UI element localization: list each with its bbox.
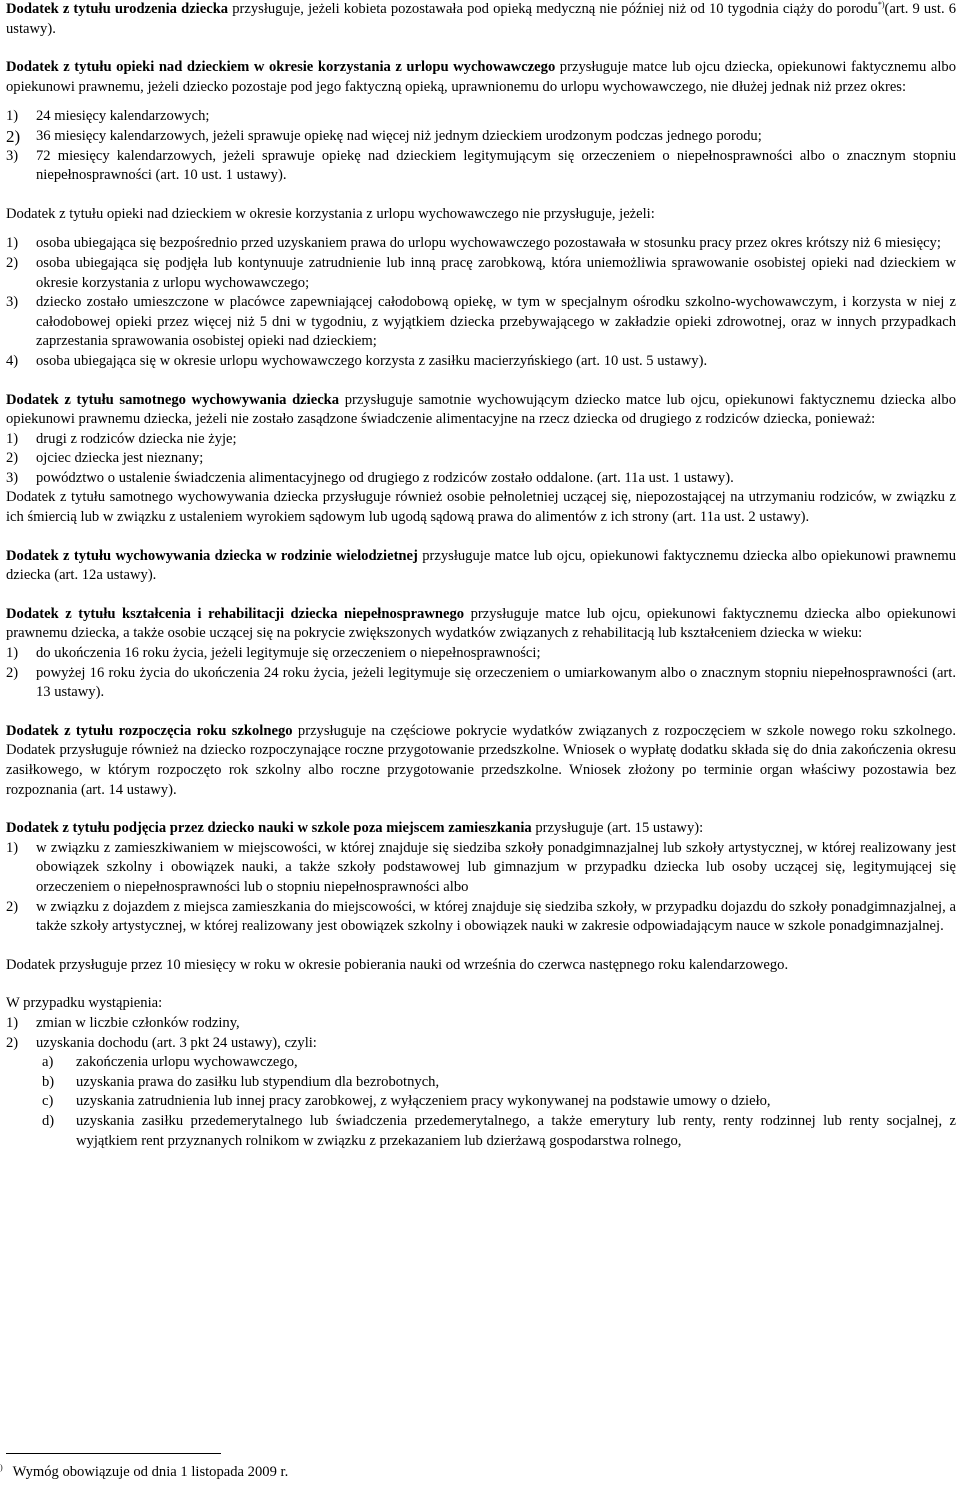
paragraph-school-year-allowance: Dodatek z tytułu rozpoczęcia roku szkolnego przysługuje na częściowe pokrycie wydatków związanych z rozpoczęciem w szkole nowego roku szkolnego. Dodatek przysługuje również na dziecko rozpoczynające roczne przygotowanie przedszkolne. Wniosek o wypłatę dodatku składa się do dnia zakończenia okresu zasiłkowego, w którym rozpoczęto rok szkolny albo roczne przygotowanie przedszkolne. Wniosek złożony po terminie organ właściwy pozostawia bez rozpoznania (art. 14 ustawy). [6,722,956,798]
heading-single-parent-allowance: Dodatek z tytułu samotnego wychowywania dziecka [6,391,340,408]
sub-list-item: b) uzyskania prawa do zasiłku lub stypendium dla bezrobotnych, [42,1073,440,1090]
sub-list-item: c) uzyskania zatrudnienia lub innej pracy zarobkowej, z wyłączeniem pracy wykonywanej na podstawie umowy o dzieło, [42,1093,771,1110]
list-item: 1) zmian w liczbie członków rodziny, [6,1014,240,1031]
footnote [0,1463,288,1483]
list-item: 1) 24 miesięcy kalendarzowych; [6,108,210,125]
list-item: 4) osoba ubiegająca się w okresie urlopu wychowawczego korzysta z zasiłku macierzyńskiego (art. 10 ust. 5 ustawy). [6,352,708,369]
list-item: 2) 36 miesięcy kalendarzowych, jeżeli sprawuje opiekę nad więcej niż jednym dzieckiem urodzonym podczas jednego porodu; [6,126,762,146]
paragraph-exclusions: Dodatek z tytułu opieki nad dzieckiem w okresie korzystania z urlopu wychowawczego nie przysługuje, jeżeli: [6,205,655,222]
list-item: 3) powództwo o ustalenie świadczenia alimentacyjnego od drugiego z rodziców zostało oddalone. (art. 11a ust. 1 ustawy). [6,469,734,486]
paragraph-single-parent-allowance: Dodatek z tytułu samotnego wychowywania dziecka przysługuje samotnie wychowującym dziecko matce lub ojcu, opiekunowi faktycznemu dziecka albo opiekunowi prawnemu dziecka, jeżeli nie zostało zasądzone świadczenie alimentacyjne na rzecz dziecka od drugiego z rodziców dziecka, ponieważ: [6,391,956,428]
paragraph-parental-leave-allowance: Dodatek z tytułu opieki nad dzieckiem w okresie korzystania z urlopu wychowawczego przysługuje matce lub ojcu dziecka, opiekunowi faktycznemu albo opiekunowi prawnemu, jeżeli dziecko pozostaje pod jego faktyczną opieką, uprawnionemu do urlopu wychowawczego, nie dłużej jednak niż przez okres: [6,59,956,95]
list-item: 1) osoba ubiegająca się bezpośrednio przed uzyskaniem prawa do urlopu wychowawczego pozostawała w stosunku pracy przez okres krótszy niż 6 miesięcy; [6,235,941,252]
footnote-text: Wymóg obowiązuje od dnia 1 listopada 2009 r. [12,1464,289,1480]
paragraph-disabled-child-allowance: Dodatek z tytułu kształcenia i rehabilitacji dziecka niepełnosprawnego przysługuje matce lub ojcu, opiekunowi faktycznemu dziecka albo opiekunowi prawnemu dziecka, a także osobie uczącej się na pokrycie zwiększonych wydatków związanych z rehabilitacją lub kształceniem dziecka w wieku: [6,605,956,642]
paragraph-birth-allowance: Dodatek z tytułu urodzenia dziecka przysługuje, jeżeli kobieta pozostawała pod opieką medyczną nie później niż od 10 tygodnia ciąży do porodu*)(art. 9 ust. 6 ustawy). [6,0,957,37]
list-item: 2) w związku z dojazdem z miejsca zamieszkania do miejscowości, w której znajduje się siedziba szkoły, w przypadku dojazdu do szkoły ponadgimnazjalnej, a także szkoły artystycznej, w której realizowany jest obowiązek szkolny i obowiązek nauki w zakresie odpowiadającym nauce w szkole ponadgimnazjalnej. [6,898,956,935]
heading-birth-allowance: Dodatek z tytułu urodzenia dziecka [6,1,229,17]
heading-school-year-allowance: Dodatek z tytułu rozpoczęcia roku szkolnego [6,722,293,739]
heading-remote-school-allowance: Dodatek z tytułu podjęcia przez dziecko nauki w szkole poza miejscem zamieszkania [6,820,532,837]
paragraph-single-parent-adult: Dodatek z tytułu samotnego wychowywania dziecka przysługuje również osobie pełnoletniej uczącej się, niepozostającej na utrzymaniu rodziców, w związku z ich śmiercią lub w związku z ustaleniem wyrokiem sądowym lub ugodą sądową prawa do alimentów z ich strony (art. 11a ust. 2 ustawy). [6,489,956,526]
paragraph-ten-months: Dodatek przysługuje przez 10 miesięcy w roku w okresie pobierania nauki od września do czerwca następnego roku kalendarzowego. [6,956,789,973]
list-item: 3) 72 miesięcy kalendarzowych, jeżeli sprawuje opiekę nad dzieckiem legitymującym się orzeczeniem o niepełnosprawności albo o znacznym stopniu niepełnosprawności (art. 10 ust. 1 ustawy). [6,147,956,184]
footnote-mark: ) [0,1463,3,1473]
list-item: 2) osoba ubiegająca się podjęła lub kontynuuje zatrudnienie lub inną pracę zarobkową, która uniemożliwia sprawowanie osobistej opieki nad dzieckiem w okresie korzystania z urlopu wychowawczego; [6,254,956,291]
list-item: 1) do ukończenia 16 roku życia, jeżeli legitymuje się orzeczeniem o niepełnosprawności; [6,645,541,662]
footnote-divider [6,1453,221,1454]
heading-disabled-child-allowance: Dodatek z tytułu kształcenia i rehabilitacji dziecka niepełnosprawnego [6,605,465,622]
list-item: 2) uzyskania dochodu (art. 3 pkt 24 ustawy), czyli: [6,1034,317,1051]
list-item: 3) dziecko zostało umieszczone w placówce zapewniającej całodobową opiekę, w tym w specjalnym ośrodku szkolno-wychowawczym, i korzysta w niej z całodobowej opieki przez więcej niż 5 dni w tygodniu, z wyjątkiem dziecka przebywającego w zakładzie opieki zdrowotnej, oraz w innych przypadkach zaprzestania sprawowania osobistej opieki nad dzieckiem; [6,294,956,350]
heading-parental-leave-allowance: Dodatek z tytułu opieki nad dzieckiem w okresie korzystania z urlopu wychowawczego [6,59,556,76]
list-item: 2) ojciec dziecka jest nieznany; [6,450,204,467]
document-page [6,0,956,1151]
paragraph-large-family-allowance: Dodatek z tytułu wychowywania dziecka w rodzinie wielodzietnej przysługuje matce lub ojcu, opiekunowi faktycznemu dziecka albo opiekunowi prawnemu dziecka (art. 12a ustawy). [6,547,956,584]
list-item: 2) powyżej 16 roku życia do ukończenia 24 roku życia, jeżeli legitymuje się orzeczeniem o umiarkowanym albo o znacznym stopniu niepełnosprawności (art. 13 ustawy). [6,664,956,701]
sub-list-item: d) uzyskania zasiłku przedemerytalnego lub świadczenia przedemerytalnego, a także emerytury lub renty, renty rodzinnej lub renty socjalnej, z wyjątkiem rent przyznanych rolnikom w związku z przekazaniem lub dzierżawą gospodarstwa rolnego, [42,1112,956,1149]
paragraph-remote-school-allowance: Dodatek z tytułu podjęcia przez dziecko nauki w szkole poza miejscem zamieszkania przysługuje (art. 15 ustawy): [6,820,704,837]
footnote-ref: *) [877,0,885,10]
paragraph-changes: W przypadku wystąpienia: [6,995,163,1012]
sub-list-item: a) zakończenia urlopu wychowawczego, [42,1054,298,1071]
list-item: 1) drugi z rodziców dziecka nie żyje; [6,430,237,447]
heading-large-family-allowance: Dodatek z tytułu wychowywania dziecka w rodzinie wielodzietnej [6,547,418,564]
list-item: 1) w związku z zamieszkiwaniem w miejscowości, w której znajduje się siedziba szkoły ponadgimnazjalnej lub szkoły artystycznej, w której realizowany jest obowiązek szkolny i obowiązek nauki, a także szkoły podstawowej lub gimnazjum w przypadku dziecka lub osoby uczącej się, legitymującej się orzeczeniem o niepełnosprawności lub o stopniu niepełnosprawności albo [6,839,956,895]
